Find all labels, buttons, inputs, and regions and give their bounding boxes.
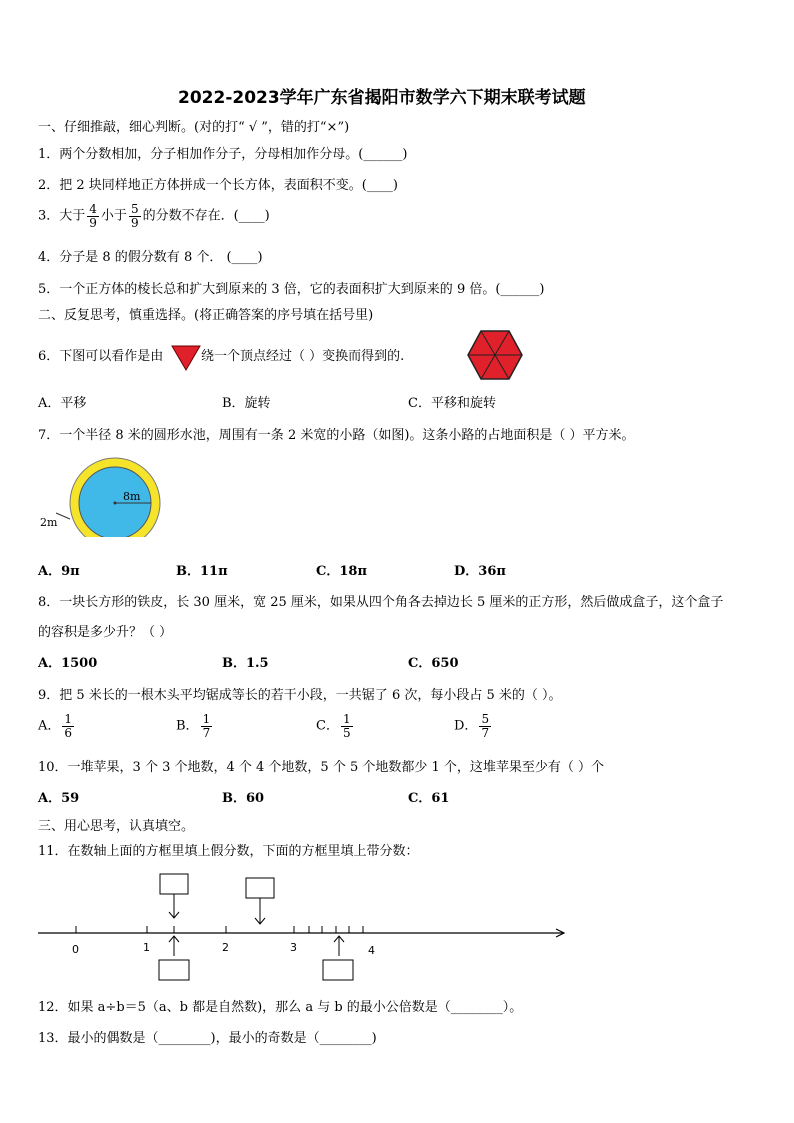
fraction-denominator: 6 [64, 725, 73, 740]
q7-option-d: D．36π [454, 564, 506, 579]
page-title: 2022-2023学年广东省揭阳市数学六下期末联考试题 [178, 88, 586, 108]
fraction-numerator: 5 [481, 712, 490, 726]
q9-option-c [316, 713, 355, 739]
number-line-tick-0: 0 [72, 943, 79, 956]
option-fraction [341, 713, 353, 739]
option-label: B． [176, 718, 199, 734]
q8-option-a: A．1500 [38, 656, 98, 671]
q7-option-a: A．9π [38, 564, 80, 579]
question-13: 13．最小的偶数是（________)，最小的奇数是（________) [38, 1031, 377, 1046]
fraction-4-9 [87, 203, 99, 229]
question-4: 4．分子是 8 的假分数有 8 个． (____) [38, 250, 263, 265]
number-line-tick-3: 3 [290, 941, 297, 954]
q3-mid: 小于 [100, 208, 127, 224]
q3-prefix: 3．大于 [38, 208, 86, 224]
fraction-denominator: 5 [342, 725, 351, 740]
question-9: 9．把 5 米长的一根木头平均锯成等长的若干小段，一共锯了 6 次，每小段占 5 米的（ ）。 [38, 688, 562, 703]
question-8-line2: 的容积是多少升？（ ） [38, 625, 173, 640]
fraction-numerator: 1 [342, 712, 351, 726]
option-label: D． [454, 718, 478, 734]
q9-option-b [176, 713, 214, 739]
question-11: 11．在数轴上面的方框里填上假分数，下面的方框里填上带分数： [38, 844, 419, 859]
question-10: 10．一堆苹果，3 个 3 个地数，4 个 4 个地数，5 个 5 个地数都少 1 个，这堆苹果至少有（ ）个 [38, 760, 605, 775]
number-line-diagram [34, 868, 574, 986]
q8-option-b: B．1.5 [222, 656, 269, 671]
question-12: 12．如果 a÷b＝5（a、b 都是自然数)，那么 a 与 b 的最小公倍数是（________）。 [38, 1000, 523, 1015]
q7-option-b: B．11π [176, 564, 228, 579]
q6-option-b: B．旋转 [222, 396, 271, 411]
q10-option-b: B．60 [222, 791, 265, 806]
fraction-5-9 [129, 203, 141, 229]
pool-radius-label: 8m [123, 490, 141, 503]
option-fraction [479, 713, 491, 739]
fraction-numerator: 4 [89, 202, 97, 216]
fraction-denominator: 9 [130, 215, 139, 230]
option-label: C． [316, 718, 339, 734]
red-hexagon-figure [467, 329, 523, 381]
number-line-tick-4: 4 [368, 944, 375, 957]
q6-option-a: A．平移 [38, 396, 87, 411]
question-2: 2．把 2 块同样地正方体拼成一个长方体，表面积不变。(____) [38, 178, 398, 193]
fraction-denominator: 7 [202, 725, 211, 740]
q10-option-c: C．61 [408, 791, 450, 806]
number-line-tick-2: 2 [222, 941, 229, 954]
q10-option-a: A．59 [38, 791, 80, 806]
option-fraction [201, 713, 213, 739]
q6-prefix: 6．下图可以看作是由 [38, 349, 164, 364]
fraction-denominator: 9 [89, 215, 97, 230]
path-width-label: 2m [40, 516, 58, 529]
question-6 [38, 350, 163, 363]
number-line-tick-1: 1 [143, 941, 150, 954]
q9-option-d [454, 713, 493, 739]
q6-option-c: C．平移和旋转 [408, 396, 496, 411]
section2-heading: 二、反复思考，慎重选择。(将正确答案的序号填在括号里) [38, 308, 374, 323]
fraction-numerator: 5 [130, 202, 139, 216]
option-fraction [62, 713, 74, 739]
question-3 [38, 203, 270, 229]
question-5: 5．一个正方体的棱长总和扩大到原来的 3 倍，它的表面积扩大到原来的 9 倍。(______) [38, 282, 545, 297]
q7-option-c: C．18π [316, 564, 367, 579]
fraction-numerator: 1 [64, 712, 73, 726]
red-triangle-figure [171, 345, 201, 371]
question-8-line1: 8．一块长方形的铁皮，长 30 厘米，宽 25 厘米，如果从四个角各去掉边长 5 厘米的正方形，然后做成盒子，这个盒子 [38, 595, 724, 610]
question-1: 1．两个分数相加，分子相加作分子，分母相加作分母。(______) [38, 147, 408, 162]
section1-heading: 一、仔细推敲，细心判断。(对的打“ √ ”，错的打“×”) [38, 120, 350, 135]
q6-suffix: 绕一个顶点经过（ ）变换而得到的. [201, 349, 405, 364]
fraction-numerator: 1 [202, 712, 211, 726]
q9-option-a [38, 713, 76, 739]
section3-heading: 三、用心思考，认真填空。 [38, 819, 195, 834]
option-label: A． [38, 718, 61, 734]
question-7: 7．一个半径 8 米的圆形水池，周围有一条 2 米宽的小路（如图)。这条小路的占地面积是（ ）平方米。 [38, 428, 635, 443]
fraction-denominator: 7 [481, 725, 490, 740]
q8-option-c: C．650 [408, 656, 459, 671]
q3-suffix: 的分数不存在．(____) [142, 208, 270, 224]
